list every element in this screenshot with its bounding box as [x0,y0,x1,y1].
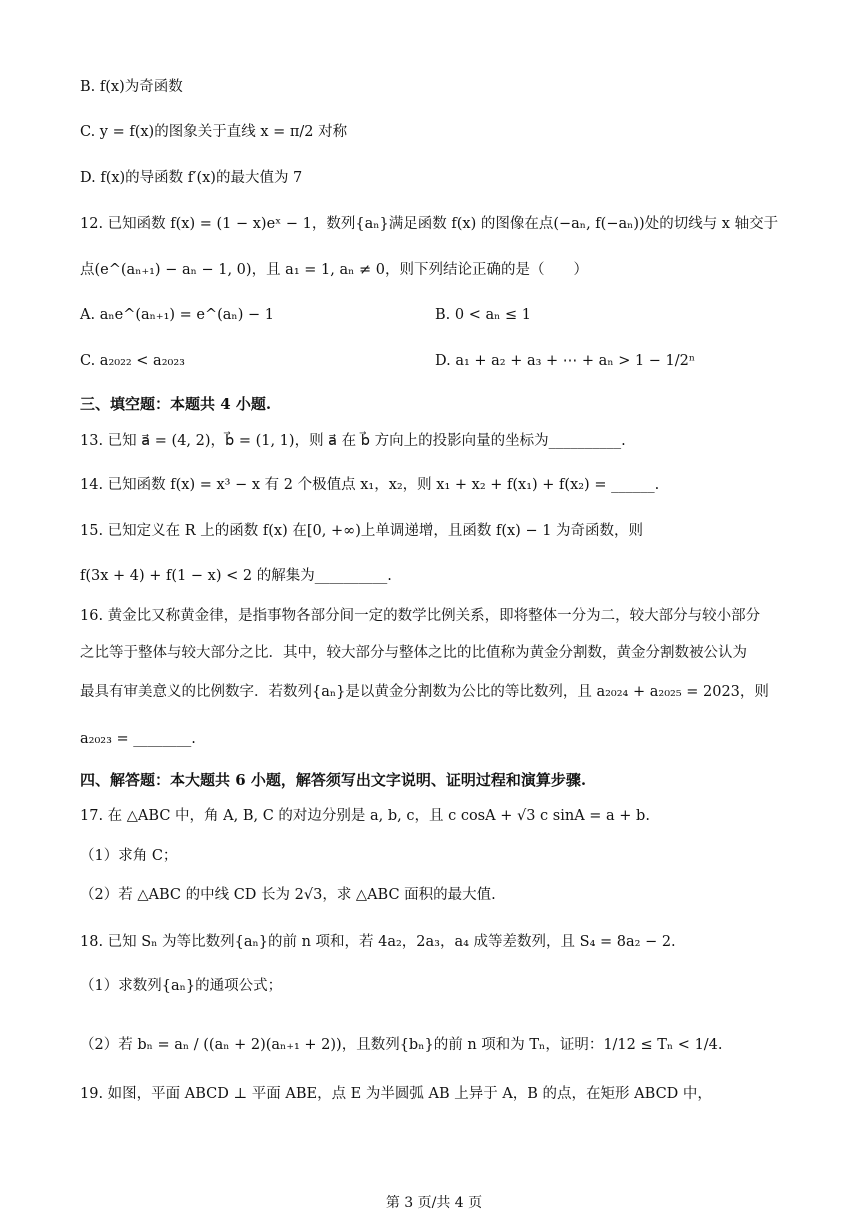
question-17: 17. 在 △ABC 中，角 A, B, C 的对边分别是 a, b, c，且 c cosA + √3 c sinA = a + b. [80,808,650,824]
question-17-part-2: （2）若 △ABC 的中线 CD 长为 2√3，求 △ABC 面积的最大值. [80,887,496,903]
question-16-line3: 最具有审美意义的比例数字．若数列{aₙ}是以黄金分割数为公比的等比数列，且 a₂₀₂₄ + a₂₀₂₅ = 2023，则 [80,684,769,700]
question-15-line2: f(3x + 4) + f(1 − x) < 2 的解集为__________. [80,568,392,584]
option-12-b: B. 0 < aₙ ≤ 1 [435,307,531,323]
option-12-d: D. a₁ + a₂ + a₃ + ⋯ + aₙ > 1 − 1/2ⁿ [435,353,696,369]
option-11-b: B. f(x)为奇函数 [80,79,183,95]
question-16-line1: 16. 黄金比又称黄金律，是指事物各部分间一定的数学比例关系，即将整体一分为二，较大部分与较小部分 [80,608,761,624]
question-16-line4: a₂₀₂₃ = ________. [80,731,196,747]
question-18: 18. 已知 Sₙ 为等比数列{aₙ}的前 n 项和，若 4a₂，2a₃，a₄ 成等差数列，且 S₄ = 8a₂ − 2. [80,934,676,950]
option-11-c: C. y = f(x)的图象关于直线 x = π/2 对称 [80,124,348,140]
question-18-part-1: （1）求数列{aₙ}的通项公式； [80,978,283,994]
section-4-heading: 四、解答题：本大题共 6 小题，解答须写出文字说明、证明过程和演算步骤. [80,771,587,789]
section-3-heading: 三、填空题：本题共 4 小题. [80,395,272,413]
question-18-part-2: （2）若 bₙ = aₙ / ((aₙ + 2)(aₙ₊₁ + 2))，且数列{bₙ}的前 n 项和为 Tₙ，证明：1/12 ≤ Tₙ < 1/4. [80,1037,723,1053]
question-15-line1: 15. 已知定义在 R 上的函数 f(x) 在[0, +∞)上单调递增，且函数 f(x) − 1 为奇函数，则 [80,523,644,539]
question-16-line2: 之比等于整体与较大部分之比．其中，较大部分与整体之比的比值称为黄金分割数，黄金分割数被公认为 [80,645,747,661]
option-12-a: A. aₙe^(aₙ₊₁) = e^(aₙ) − 1 [80,307,274,323]
question-14: 14. 已知函数 f(x) = x³ − x 有 2 个极值点 x₁，x₂，则 x₁ + x₂ + f(x₁) + f(x₂) = ______. [80,477,660,493]
option-12-c: C. a₂₀₂₂ < a₂₀₂₃ [80,353,185,369]
question-13: 13. 已知 a⃗ = (4, 2)，b⃗ = (1, 1)，则 a⃗ 在 b⃗ 方向上的投影向量的坐标为__________. [80,433,626,449]
question-12-stem-line1: 12. 已知函数 f(x) = (1 − x)eˣ − 1，数列{aₙ}满足函数 f(x) 的图像在点(−aₙ, f(−aₙ))处的切线与 x 轴交于 [80,216,779,232]
page-footer: 第 3 页/共 4 页 [385,1195,483,1211]
question-12-stem-line2: 点(e^(aₙ₊₁) − aₙ − 1, 0)，且 a₁ = 1, aₙ ≠ 0，则下列结论正确的是（ ） [80,262,588,278]
option-11-d: D. f(x)的导函数 f′(x)的最大值为 7 [80,170,303,186]
question-19: 19. 如图，平面 ABCD ⊥ 平面 ABE，点 E 为半圆弧 AB 上异于 A，B 的点，在矩形 ABCD 中， [80,1086,712,1102]
question-17-part-1: （1）求角 C； [80,848,178,864]
